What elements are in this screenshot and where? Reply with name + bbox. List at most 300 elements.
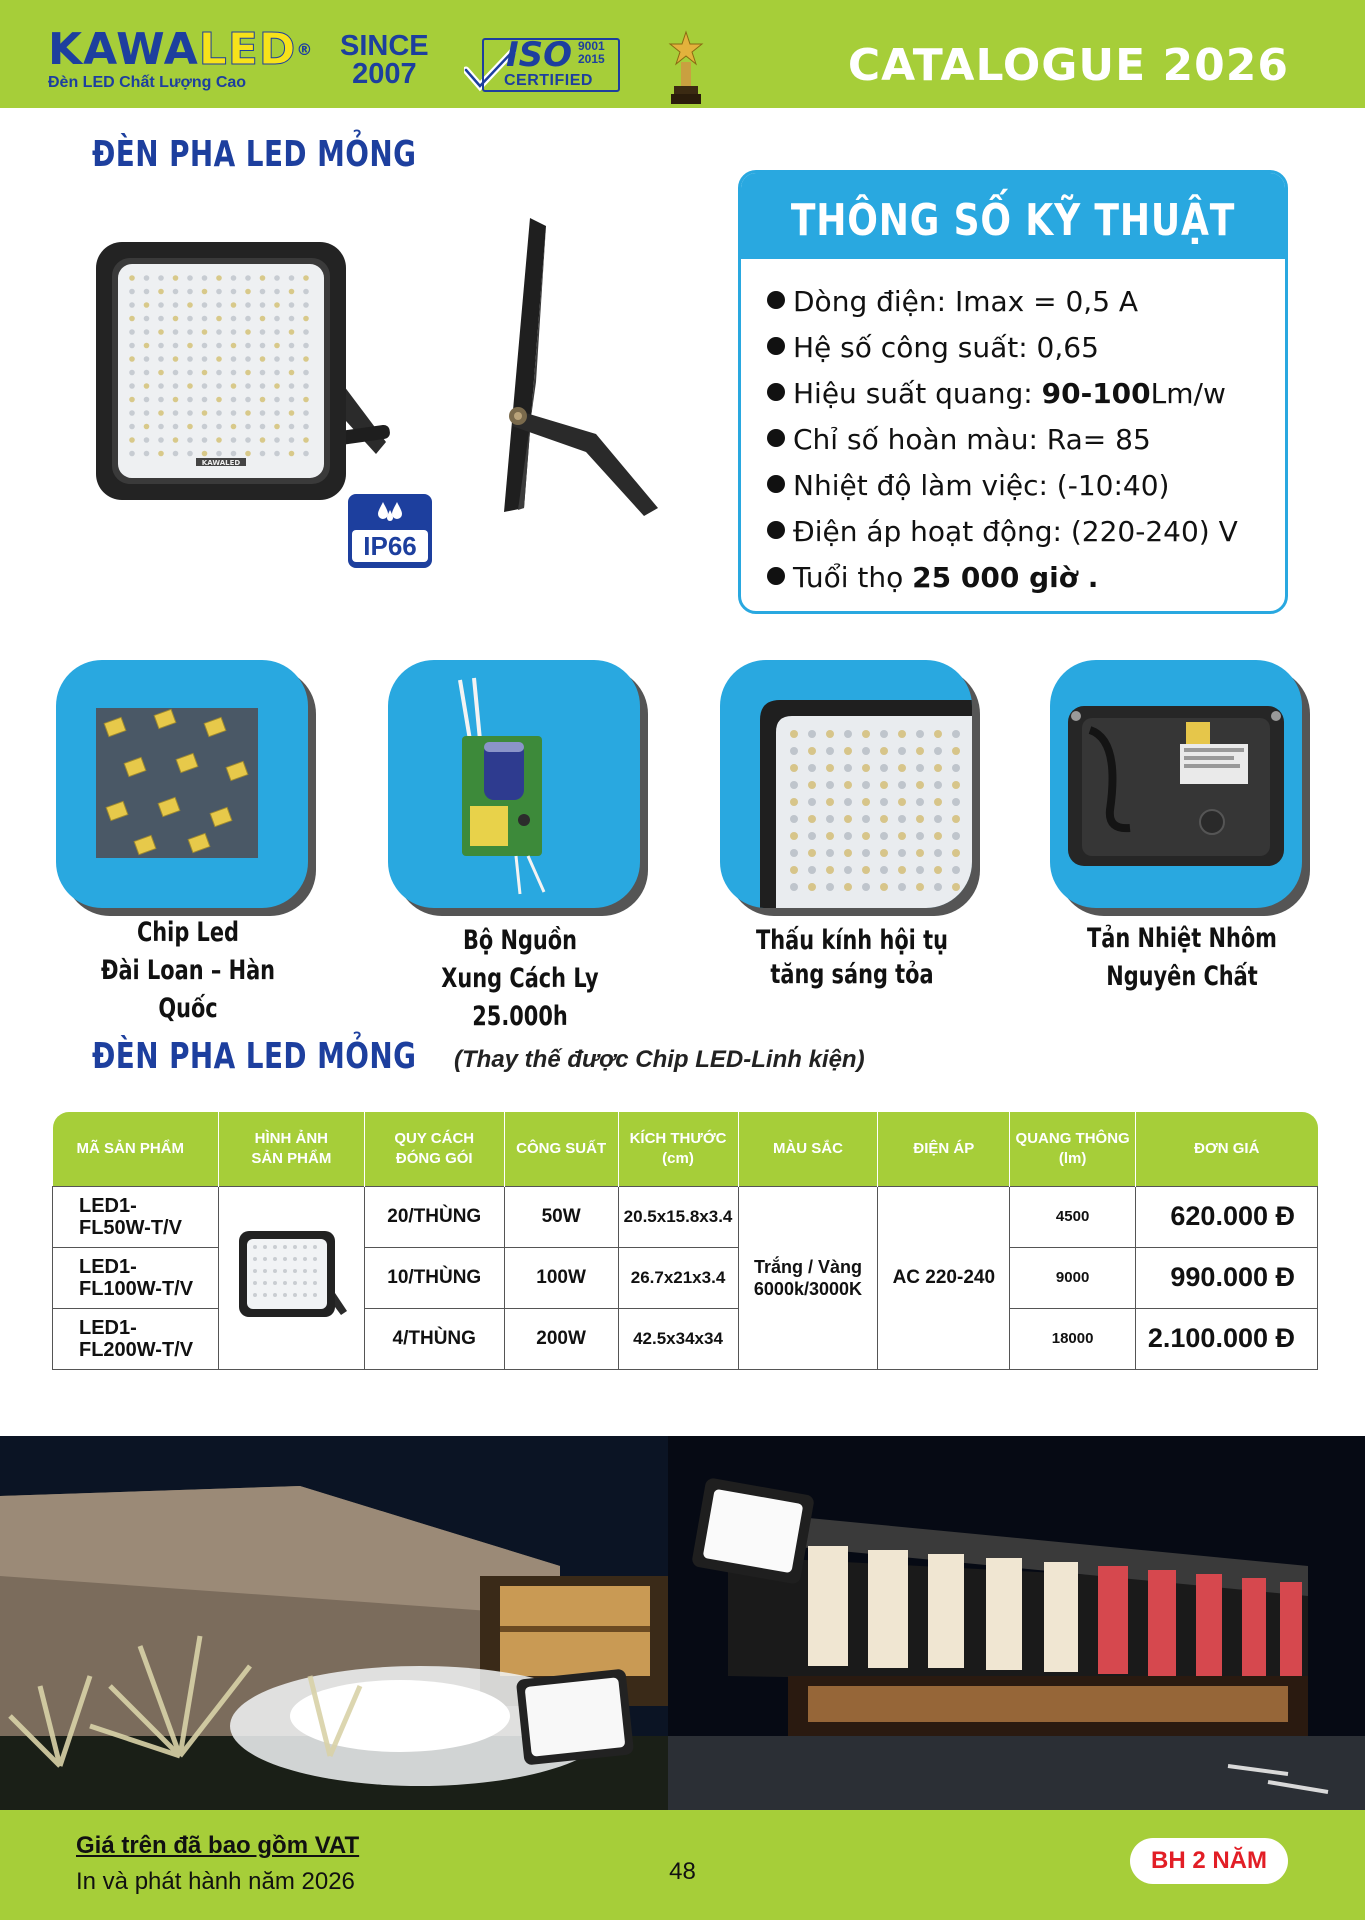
led-dot [216, 302, 222, 308]
led-dot [129, 451, 135, 457]
brand-led: LED [198, 24, 297, 75]
led-dot [202, 424, 208, 430]
led-dot [289, 383, 295, 389]
led-dot [952, 798, 960, 806]
led-dot [202, 437, 208, 443]
led-dot [231, 289, 237, 295]
led-dot [129, 437, 135, 443]
led-chip-closeup-image [56, 660, 308, 908]
lens-closeup-image [720, 660, 972, 908]
led-dot [173, 437, 179, 443]
led-dot [144, 370, 150, 376]
feature-label-line1: Chip Led [136, 917, 240, 948]
bullet-icon [767, 429, 785, 447]
led-dot [880, 764, 888, 772]
led-dot [898, 832, 906, 840]
led-dot [187, 370, 193, 376]
led-dot [260, 316, 266, 322]
led-dot [245, 316, 251, 322]
led-dot [790, 764, 798, 772]
led-dot [274, 356, 280, 362]
led-dot [844, 798, 852, 806]
led-dot [274, 275, 280, 281]
led-dot [144, 302, 150, 308]
led-dot [158, 302, 164, 308]
led-dot [245, 356, 251, 362]
pack-qty: 20/THÙNG [364, 1186, 504, 1247]
led-dot [260, 424, 266, 430]
led-dot [844, 747, 852, 755]
led-dot [898, 849, 906, 857]
led-dot [274, 343, 280, 349]
spec-item: Hiệu suất quang: 90-100Lm/w [767, 371, 1238, 417]
spec-list [767, 279, 1238, 601]
col-header-image: HÌNH ẢNH SẢN PHẨM [218, 1112, 364, 1186]
led-dot [289, 397, 295, 403]
feature-label-line1: Thấu kính hội tụ [756, 925, 948, 956]
flux-value: 4500 [1010, 1186, 1136, 1247]
bullet-icon [767, 291, 785, 309]
table-header-row [53, 1112, 1318, 1186]
led-dot [808, 815, 816, 823]
col-header-flux: QUANG THÔNG (lm) [1010, 1112, 1136, 1186]
led-dot [202, 370, 208, 376]
led-dot [144, 397, 150, 403]
since-year: 2007 [352, 58, 417, 90]
led-dot [245, 451, 251, 457]
led-dot [303, 329, 309, 335]
led-dot [862, 747, 870, 755]
brand-logo [48, 24, 314, 92]
led-dot [808, 866, 816, 874]
section-title-top: ĐÈN PHA LED MỎNG [92, 134, 417, 175]
led-dot [274, 424, 280, 430]
led-dot [303, 451, 309, 457]
floodlight-side-image [476, 212, 662, 522]
led-dot [245, 424, 251, 430]
price-table [52, 1112, 1318, 1370]
led-dot [934, 815, 942, 823]
led-dot [862, 883, 870, 891]
led-dot [173, 424, 179, 430]
bullet-icon [767, 383, 785, 401]
led-dot [231, 275, 237, 281]
led-dot [231, 356, 237, 362]
led-dot [216, 424, 222, 430]
feature-label-line1: Bộ Nguồn [462, 925, 578, 956]
feature-label-line2: tăng sáng tỏa [770, 959, 934, 990]
led-dot [245, 437, 251, 443]
led-dot [289, 316, 295, 322]
led-dot [231, 410, 237, 416]
led-dot [231, 451, 237, 457]
spec-item: Chỉ số hoàn màu: Ra= 85 [767, 417, 1238, 463]
spec-title: THÔNG SỐ KỸ THUẬT [790, 195, 1236, 246]
led-dot [129, 275, 135, 281]
bullet-icon [767, 567, 785, 585]
led-dot [862, 764, 870, 772]
led-dot [216, 437, 222, 443]
spec-panel [738, 170, 1288, 614]
product-code: LED1- FL200W-T/V [53, 1308, 219, 1369]
led-dot [187, 302, 193, 308]
led-dot [216, 410, 222, 416]
led-dot [934, 781, 942, 789]
product-brand-mark: KAWALED [201, 459, 241, 467]
led-dot [129, 383, 135, 389]
led-dot [173, 370, 179, 376]
led-dot [187, 437, 193, 443]
led-dot [844, 883, 852, 891]
led-dot [303, 383, 309, 389]
led-dot [898, 866, 906, 874]
trophy-icon [668, 30, 704, 106]
led-dot [144, 329, 150, 335]
led-dot [289, 370, 295, 376]
led-dot [129, 329, 135, 335]
led-dot [187, 329, 193, 335]
feature-label-line2: Nguyên Chất [1106, 961, 1258, 992]
led-dot [158, 410, 164, 416]
product-thumbnail [218, 1186, 364, 1369]
led-dot [274, 289, 280, 295]
led-dot [216, 329, 222, 335]
led-dot [952, 781, 960, 789]
floodlight-front-image [86, 232, 402, 510]
led-dot [216, 451, 222, 457]
power-value: 50W [504, 1186, 618, 1247]
iso-text: ISO [506, 35, 573, 75]
led-dot [187, 410, 193, 416]
led-dot [289, 275, 295, 281]
bullet-icon [767, 475, 785, 493]
led-dot [245, 410, 251, 416]
led-dot [934, 747, 942, 755]
led-dot [187, 356, 193, 362]
led-dot [245, 302, 251, 308]
aluminium-back-housing-image [1050, 660, 1302, 908]
led-dot [231, 316, 237, 322]
led-dot [289, 289, 295, 295]
led-dot [245, 289, 251, 295]
led-dot [880, 815, 888, 823]
led-dot [274, 437, 280, 443]
section-subtitle: (Thay thế được Chip LED-Linh kiện) [454, 1046, 865, 1073]
price-value: 620.000 Đ [1136, 1186, 1318, 1247]
led-dot [231, 302, 237, 308]
size-value: 26.7x21x3.4 [618, 1247, 738, 1308]
led-dot [231, 370, 237, 376]
led-dot [216, 343, 222, 349]
led-dot [880, 849, 888, 857]
led-dot [260, 451, 266, 457]
led-dot [202, 302, 208, 308]
pack-qty: 4/THÙNG [364, 1308, 504, 1369]
table-section-heading [92, 1036, 865, 1077]
led-dot [274, 397, 280, 403]
led-dot [144, 343, 150, 349]
led-dot [303, 410, 309, 416]
table-row [53, 1186, 1318, 1247]
led-dot [880, 832, 888, 840]
warranty-badge: BH 2 NĂM [1130, 1838, 1288, 1884]
led-dot [173, 410, 179, 416]
led-dot [303, 437, 309, 443]
led-dot [202, 410, 208, 416]
led-dot [187, 397, 193, 403]
led-dot [826, 730, 834, 738]
led-dot [158, 356, 164, 362]
led-dot [862, 815, 870, 823]
floodlight-thumbnail-icon [231, 1225, 351, 1325]
led-dot [790, 883, 798, 891]
led-dot [187, 383, 193, 389]
led-dot [129, 343, 135, 349]
led-dot [808, 764, 816, 772]
led-dot [173, 275, 179, 281]
led-dot [260, 275, 266, 281]
col-header-power: CÔNG SUẤT [504, 1112, 618, 1186]
since-badge [340, 32, 429, 88]
led-dot [826, 798, 834, 806]
brand-tagline: Đèn LED Chất Lượng Cao [48, 74, 247, 91]
led-dot [202, 383, 208, 389]
led-dot [289, 329, 295, 335]
color-value: Trắng / Vàng 6000k/3000K [738, 1186, 878, 1369]
led-dot [260, 437, 266, 443]
led-dot [303, 302, 309, 308]
led-dot [129, 302, 135, 308]
led-dot [862, 866, 870, 874]
catalogue-title: CATALOGUE 2026 [847, 40, 1289, 91]
brand-kawa: KAWA [48, 24, 199, 75]
led-dot [173, 383, 179, 389]
since-label: SINCE [340, 30, 429, 62]
led-dot [274, 302, 280, 308]
led-dot [144, 424, 150, 430]
price-value: 2.100.000 Đ [1136, 1308, 1318, 1369]
led-dot [289, 410, 295, 416]
feature-lens [720, 660, 984, 990]
led-dot [245, 343, 251, 349]
led-dot [260, 343, 266, 349]
led-dot [158, 316, 164, 322]
led-dot [144, 410, 150, 416]
led-dot [916, 832, 924, 840]
led-dot [790, 866, 798, 874]
led-dot [187, 451, 193, 457]
water-drops-icon [348, 500, 432, 531]
led-dot [173, 302, 179, 308]
led-dot [844, 781, 852, 789]
price-value: 990.000 Đ [1136, 1247, 1318, 1308]
led-dot [274, 410, 280, 416]
led-dot [231, 329, 237, 335]
section-title-table: ĐÈN PHA LED MỎNG [92, 1036, 417, 1077]
feature-power-driver [388, 660, 652, 1032]
led-dot [216, 316, 222, 322]
led-dot [916, 866, 924, 874]
led-dot [245, 383, 251, 389]
led-dot [862, 798, 870, 806]
led-dot [303, 397, 309, 403]
iso-number-9001: 9001 [578, 39, 605, 53]
led-dot [173, 451, 179, 457]
iso-certified: CERTIFIED [504, 72, 593, 89]
led-dot [216, 356, 222, 362]
led-dot [260, 410, 266, 416]
led-dot [231, 343, 237, 349]
led-dot [952, 730, 960, 738]
led-dot [260, 329, 266, 335]
led-dot [260, 289, 266, 295]
col-header-voltage: ĐIỆN ÁP [878, 1112, 1010, 1186]
publication-note: In và phát hành năm 2026 [76, 1868, 355, 1895]
led-dot [826, 764, 834, 772]
spec-item: Tuổi thọ 25 000 giờ . [767, 555, 1238, 601]
footer-bar [0, 1810, 1365, 1920]
led-dot [303, 370, 309, 376]
led-dot [790, 730, 798, 738]
led-dot [952, 866, 960, 874]
led-dot [898, 747, 906, 755]
led-dot [916, 849, 924, 857]
led-dot [245, 275, 251, 281]
col-header-size: KÍCH THƯỚC (cm) [618, 1112, 738, 1186]
bullet-icon [767, 337, 785, 355]
led-dot [144, 289, 150, 295]
led-dot [916, 815, 924, 823]
iso-number-2015: 2015 [578, 52, 605, 66]
led-dot [274, 316, 280, 322]
iso-badge [464, 34, 622, 94]
led-dot [916, 747, 924, 755]
led-dot [231, 383, 237, 389]
led-dot [934, 866, 942, 874]
led-dot [844, 730, 852, 738]
led-dot [862, 730, 870, 738]
led-dot [790, 747, 798, 755]
flux-value: 9000 [1010, 1247, 1136, 1308]
led-dot [158, 424, 164, 430]
led-dot [129, 397, 135, 403]
led-dot [158, 437, 164, 443]
led-dot [952, 883, 960, 891]
led-dot [862, 849, 870, 857]
led-dot [173, 289, 179, 295]
page-number: 48 [669, 1858, 696, 1885]
led-dot [202, 451, 208, 457]
led-dot [916, 781, 924, 789]
led-dot [245, 329, 251, 335]
led-dot [144, 275, 150, 281]
led-dot [303, 356, 309, 362]
led-dot [808, 832, 816, 840]
led-dot [260, 383, 266, 389]
registered-mark: ® [296, 40, 314, 59]
led-dot [274, 383, 280, 389]
led-dot [129, 424, 135, 430]
led-dot [202, 397, 208, 403]
led-dot [916, 764, 924, 772]
led-dot [187, 275, 193, 281]
led-dot [158, 383, 164, 389]
led-dot [260, 397, 266, 403]
led-dot [158, 451, 164, 457]
led-dot [952, 815, 960, 823]
led-dot [274, 329, 280, 335]
col-header-color: MÀU SẮC [738, 1112, 878, 1186]
led-dot [187, 289, 193, 295]
led-dot [202, 289, 208, 295]
led-dot [862, 781, 870, 789]
col-header-pack: QUY CÁCH ĐÓNG GÓI [364, 1112, 504, 1186]
led-dot [187, 316, 193, 322]
led-dot [934, 849, 942, 857]
led-dot [826, 883, 834, 891]
led-dot [790, 798, 798, 806]
led-dot [173, 343, 179, 349]
led-dot [934, 764, 942, 772]
led-dot [826, 849, 834, 857]
power-value: 200W [504, 1308, 618, 1369]
led-dot [289, 343, 295, 349]
led-dot [289, 424, 295, 430]
led-dot [880, 798, 888, 806]
product-code: LED1- FL50W-T/V [53, 1186, 219, 1247]
pack-qty: 10/THÙNG [364, 1247, 504, 1308]
spec-item: Dòng điện: Imax = 0,5 A [767, 279, 1238, 325]
spec-item: Hệ số công suất: 0,65 [767, 325, 1238, 371]
voltage-value: AC 220-240 [878, 1186, 1010, 1369]
led-dot [202, 316, 208, 322]
led-dot [844, 815, 852, 823]
led-dot [260, 356, 266, 362]
led-dot [952, 832, 960, 840]
vat-note: Giá trên đã bao gồm VAT [76, 1832, 360, 1859]
led-dot [934, 730, 942, 738]
led-dot [790, 815, 798, 823]
led-dot [934, 832, 942, 840]
led-dot [826, 832, 834, 840]
product-code: LED1- FL100W-T/V [53, 1247, 219, 1308]
led-dot [158, 370, 164, 376]
led-dot [202, 356, 208, 362]
header-bar [0, 0, 1365, 108]
led-dot [790, 849, 798, 857]
led-dot [216, 397, 222, 403]
led-dot [216, 275, 222, 281]
led-dot [808, 730, 816, 738]
led-dot [826, 866, 834, 874]
led-dot [898, 764, 906, 772]
led-dot [289, 302, 295, 308]
led-dot [880, 747, 888, 755]
led-dot [898, 798, 906, 806]
feature-heatsink [1050, 660, 1314, 992]
feature-label-line1: Tản Nhiệt Nhôm [1087, 923, 1277, 954]
garden-night-floodlight-photo [0, 1436, 668, 1810]
led-dot [289, 356, 295, 362]
led-dot [173, 397, 179, 403]
led-dot [790, 832, 798, 840]
led-dot [158, 289, 164, 295]
led-dot [916, 883, 924, 891]
led-dot [187, 424, 193, 430]
led-dot [289, 451, 295, 457]
led-dot [844, 832, 852, 840]
iso-numbers [578, 40, 605, 66]
